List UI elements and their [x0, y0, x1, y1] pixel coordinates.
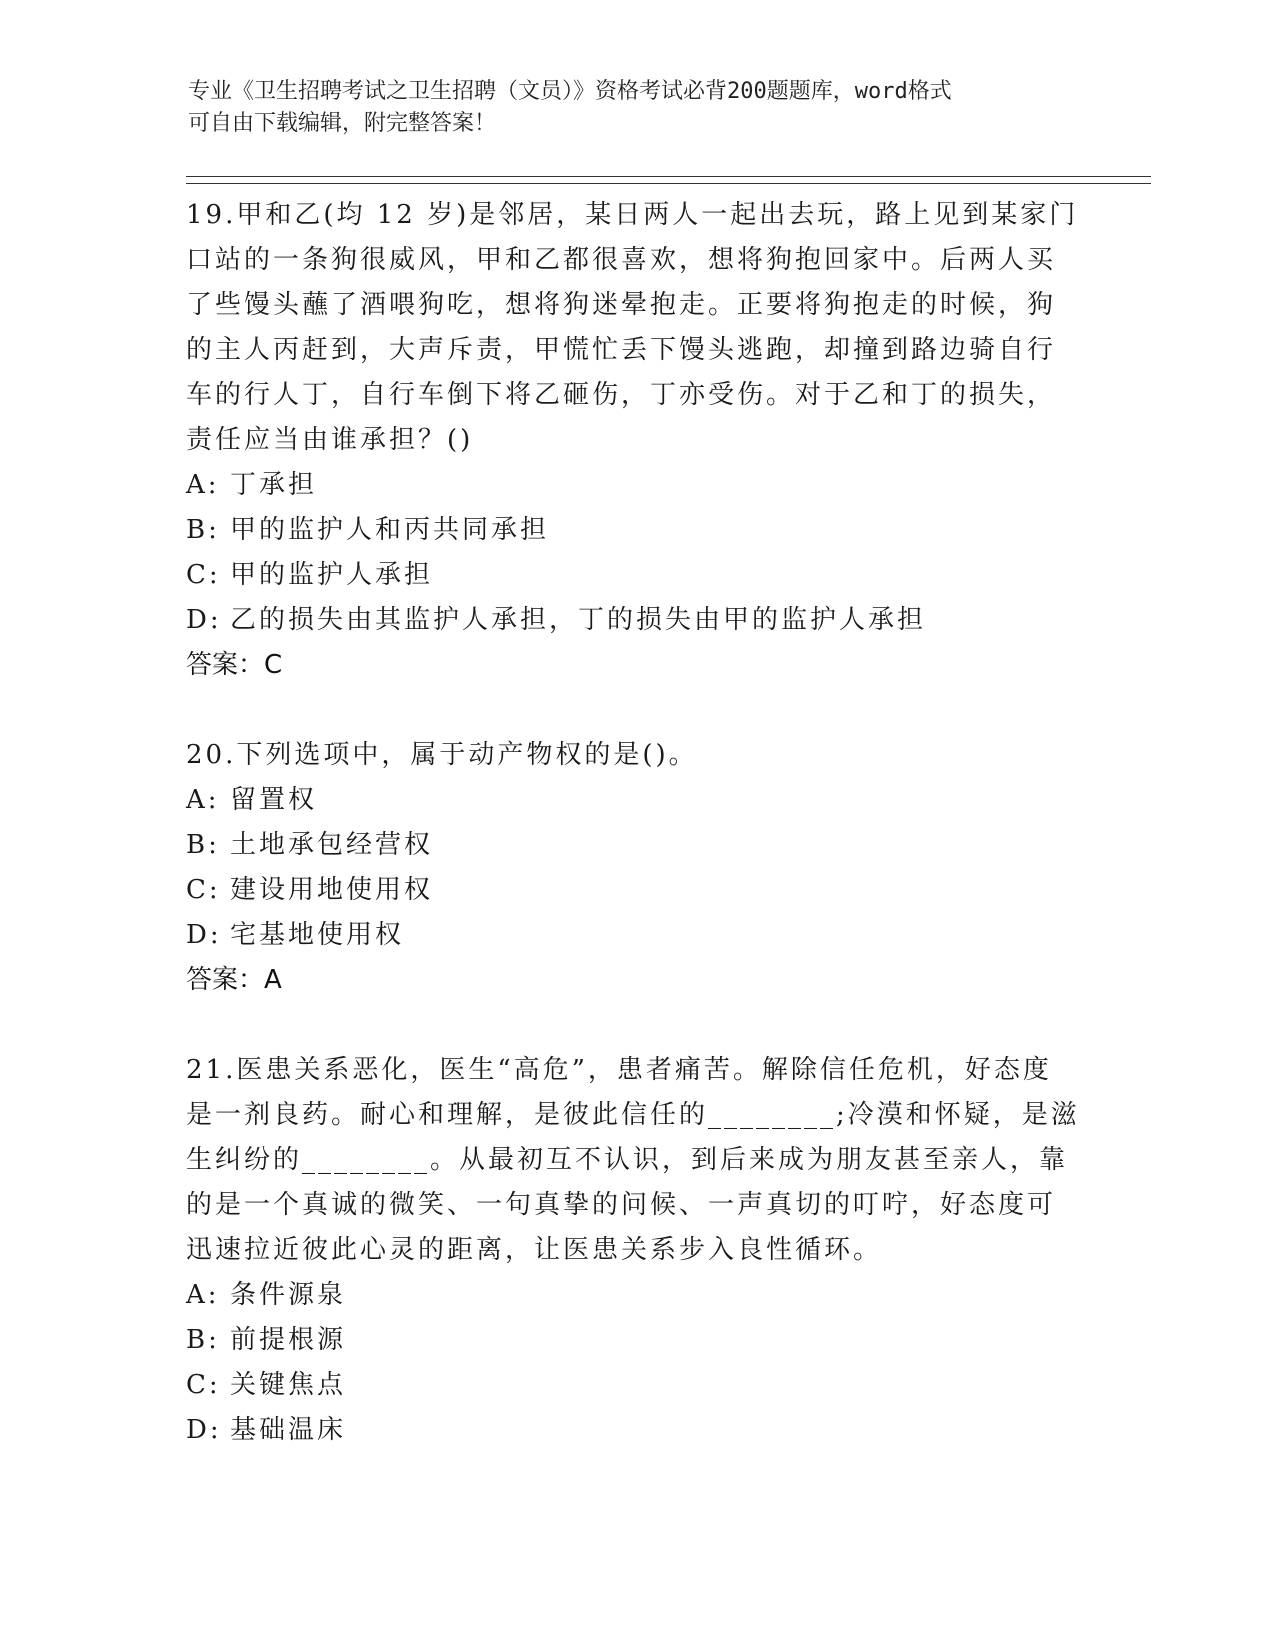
option-d: [186, 1408, 1086, 1453]
question-text: 19.甲和乙(均 12 岁)是邻居，某日两人一起出去玩，路上见到某家门 口站的一条狗很威风，甲和乙都很喜欢，想将狗抱回家中。后两人买 了些馒头蘸了酒喂狗吃，想将狗迷晕抱走。正要将狗抱走的时候，狗 的主人丙赶到，大声斥责，甲慌忙丢下馒头逃跑，却撞到路边骑自行 车的行人丁，自行车倒下将乙砸伤，丁亦受伤。对于乙和丁的损失， 责任应当由谁承担？(): [186, 200, 1079, 455]
question-text: 20.下列选项中，属于动产物权的是()。: [186, 740, 698, 770]
option-d: [186, 598, 1086, 643]
option-text: 基础温床: [230, 1415, 347, 1445]
option-text: 建设用地使用权: [230, 875, 434, 905]
option-a: [186, 778, 1086, 823]
option-label: D:: [186, 605, 222, 635]
option-text: 宅基地使用权: [230, 920, 405, 950]
option-c: [186, 868, 1086, 913]
question-spacer: [186, 1003, 1086, 1048]
option-a: [186, 463, 1086, 508]
question-spacer: [186, 688, 1086, 733]
option-label: C:: [186, 875, 221, 905]
question-20: [186, 733, 1086, 1003]
option-text: 条件源泉: [230, 1280, 347, 1310]
option-label: C:: [186, 1370, 221, 1400]
question-text: 21.医患关系恶化，医生“高危”，患者痛苦。解除信任危机，好态度 是一剂良药。耐心和理解，是彼此信任的________;冷漠和怀疑，是滋 生纠纷的________。从最初互不认识，到后来成为朋友甚至亲人，靠 的是一个真诚的微笑、一句真挚的问候、一声真切的叮咛，好态度可 迅速拉近彼此心灵的距离，让医患关系步入良性循环。: [186, 1055, 1080, 1265]
document-header: [188, 76, 1068, 140]
header-divider-bottom: [186, 183, 1151, 184]
answer-line: 答案：C: [186, 650, 283, 680]
option-label: A:: [186, 470, 220, 500]
option-b: [186, 1318, 1086, 1363]
option-text: 丁承担: [230, 470, 318, 500]
option-text: 留置权: [230, 785, 318, 815]
question-21: [186, 1048, 1086, 1453]
option-text: 甲的监护人和丙共同承担: [230, 515, 550, 545]
option-b: [186, 508, 1086, 553]
option-label: D:: [186, 1415, 222, 1445]
header-line-1: 专业《卫生招聘考试之卫生招聘（文员）》资格考试必背200题题库，word格式: [188, 79, 952, 104]
option-label: A:: [186, 1280, 220, 1310]
option-label: B:: [186, 1325, 220, 1355]
question-list: [186, 193, 1086, 1453]
option-text: 前提根源: [230, 1325, 347, 1355]
option-text: 甲的监护人承担: [230, 560, 434, 590]
option-a: [186, 1273, 1086, 1318]
option-d: [186, 913, 1086, 958]
option-b: [186, 823, 1086, 868]
option-label: A:: [186, 785, 220, 815]
question-19: [186, 193, 1086, 688]
option-label: D:: [186, 920, 222, 950]
answer-line: 答案：A: [186, 965, 282, 995]
option-text: 乙的损失由其监护人承担，丁的损失由甲的监护人承担: [230, 605, 927, 635]
header-line-2: 可自由下载编辑，附完整答案！: [188, 111, 497, 136]
option-text: 土地承包经营权: [230, 830, 434, 860]
header-divider-top: [186, 176, 1151, 177]
option-c: [186, 1363, 1086, 1408]
option-text: 关键焦点: [230, 1370, 347, 1400]
option-label: C:: [186, 560, 221, 590]
option-label: B:: [186, 830, 220, 860]
option-label: B:: [186, 515, 220, 545]
option-c: [186, 553, 1086, 598]
